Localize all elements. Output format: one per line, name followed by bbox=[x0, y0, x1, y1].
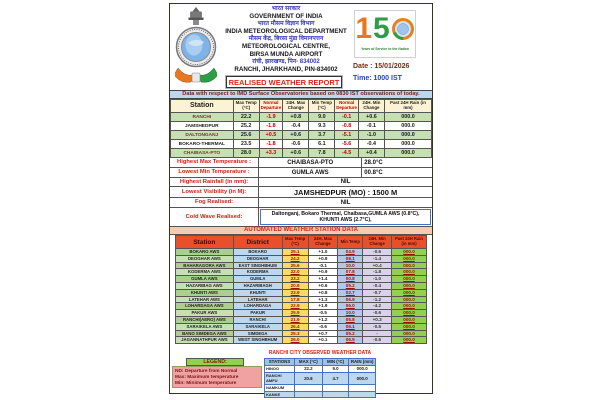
report-header bbox=[170, 4, 432, 90]
aws-value: 23.9 bbox=[282, 289, 308, 296]
imd-150-years-logo bbox=[354, 10, 416, 58]
table-row bbox=[171, 131, 432, 140]
city-weather-block bbox=[264, 350, 376, 398]
hindi-dept-line: भारत मौसम विज्ञान विभाग bbox=[257, 21, 315, 27]
aws-value: 26.4 bbox=[282, 323, 308, 330]
aws-value: 000.0 bbox=[392, 337, 427, 344]
observation-value: 000.0 bbox=[384, 113, 431, 122]
aws-station-name: KHUNTI AWS bbox=[176, 289, 234, 296]
aws-section-title: AUTOMATED WEATHER STATION DATA bbox=[170, 227, 432, 235]
observation-value: +0.4 bbox=[358, 149, 384, 158]
aws-value: 000.0 bbox=[392, 289, 427, 296]
hindi-address-line: रांची, झारखण्ड, पिन- 834002 bbox=[252, 58, 320, 65]
aws-station-name: BANO SIMDEGA AWS bbox=[176, 330, 234, 337]
report-time: Time: 1000 IST bbox=[353, 75, 402, 82]
aws-station-name: PAKUR AWS bbox=[176, 310, 234, 317]
aws-value: 22.0 bbox=[282, 269, 308, 276]
column-header: MAX (°C) bbox=[294, 359, 322, 366]
observation-value: 000.0 bbox=[384, 131, 431, 140]
summary-value: NIL bbox=[340, 199, 351, 206]
summary-label: Lowest Visibility (in M): bbox=[170, 187, 259, 197]
table-row bbox=[171, 122, 432, 131]
aws-district-name: SARAIKELA bbox=[233, 323, 282, 330]
summary-row bbox=[170, 208, 432, 227]
aws-value: 05.2 bbox=[338, 330, 363, 337]
aws-value: -0.6 bbox=[308, 323, 338, 330]
summary-label: Lowest Min Temperature : bbox=[170, 168, 259, 177]
city-value bbox=[294, 384, 322, 391]
city-value: 000.0 bbox=[349, 372, 376, 384]
summary-value2: 00.8°C bbox=[361, 168, 432, 177]
observation-value: +0.6 bbox=[358, 113, 384, 122]
aws-value: 26.0 bbox=[282, 337, 308, 344]
column-header: Normal Departure bbox=[335, 100, 358, 113]
aws-district-name: LOHARDAGA bbox=[233, 303, 282, 310]
aws-district-name: DEOGHAR bbox=[233, 255, 282, 262]
aws-value: 000.0 bbox=[392, 303, 427, 310]
bottom-section bbox=[170, 344, 432, 396]
city-value bbox=[322, 384, 349, 391]
aws-value: 07.8 bbox=[338, 269, 363, 276]
summary-row bbox=[170, 198, 432, 208]
aws-value: -1.0 bbox=[363, 276, 392, 283]
aws-table bbox=[175, 235, 427, 344]
table-row bbox=[265, 391, 376, 398]
summary-section bbox=[170, 158, 432, 227]
column-header: Past 24H Rain (in mm) bbox=[392, 236, 427, 249]
summary-value: Daltonganj, Bokaro Thermal, Chaibasa,GUMLA AWS (0.8°C), KHUNTI AWS (2.7°C), bbox=[260, 209, 431, 225]
table-row bbox=[176, 282, 427, 289]
observation-value: 000.0 bbox=[384, 149, 431, 158]
aws-district-name: KODERMA bbox=[233, 269, 282, 276]
aws-station-name: SARAIKELA AWS bbox=[176, 323, 234, 330]
aws-value: +1.0 bbox=[308, 249, 338, 256]
weather-report-page bbox=[169, 3, 433, 397]
aws-value: 000.0 bbox=[392, 249, 427, 256]
aws-value: -0.5 bbox=[363, 337, 392, 344]
observation-value: 25.2 bbox=[233, 122, 259, 131]
aws-value: +1.3 bbox=[308, 296, 338, 303]
data-note-band: Data with respect to IMD Surface Observatories based on 0830 IST observations of today. bbox=[170, 90, 432, 99]
station-name: JAMSHEDPUR bbox=[171, 122, 234, 131]
legend-line: ND: Departure from Normal bbox=[175, 368, 238, 374]
observation-value: -0.1 bbox=[358, 122, 384, 131]
aws-station-name: RANCHI(AERO) AWS bbox=[176, 316, 234, 323]
aws-value: +0.8 bbox=[308, 289, 338, 296]
aws-value: 02.7 bbox=[338, 289, 363, 296]
aws-district-name: PAKUR bbox=[233, 310, 282, 317]
aws-value: 000.0 bbox=[392, 255, 427, 262]
aws-value: 21.9 bbox=[282, 316, 308, 323]
aws-district-name: LATEHAR bbox=[233, 296, 282, 303]
city-value: 000.0 bbox=[349, 366, 376, 373]
observation-value: 000.0 bbox=[384, 122, 431, 131]
aws-value: -1.2 bbox=[363, 296, 392, 303]
table-row bbox=[176, 303, 427, 310]
observation-value: 22.2 bbox=[233, 113, 259, 122]
aws-station-name: KODERMA AWS bbox=[176, 269, 234, 276]
column-header: 24H. Max Change bbox=[308, 236, 338, 249]
aws-district-name: SIMDEGA bbox=[233, 330, 282, 337]
hindi-centre-line: मौसम केंद्र, बिरसा मुंडा विमानपत्तन bbox=[248, 36, 324, 42]
airport-line: BIRSA MUNDA AIRPORT bbox=[249, 51, 323, 58]
observation-value: -1.0 bbox=[358, 131, 384, 140]
aws-value: 000.0 bbox=[392, 282, 427, 289]
summary-row bbox=[170, 168, 432, 178]
observation-value: 6.1 bbox=[309, 140, 335, 149]
city-value: 9.0 bbox=[322, 366, 349, 373]
table-row bbox=[265, 384, 376, 391]
observation-value: -0.1 bbox=[335, 113, 358, 122]
aws-district-name: GUMLA bbox=[233, 276, 282, 283]
observation-value: -0.8 bbox=[335, 122, 358, 131]
column-header: Min Temp (°C) bbox=[309, 100, 335, 113]
observation-value: +0.8 bbox=[283, 113, 309, 122]
aws-value: 25.3 bbox=[282, 330, 308, 337]
station-name: CHAIBASA-PTO bbox=[171, 149, 234, 158]
column-header: MIN (°C) bbox=[322, 359, 349, 366]
aws-value: -1.8 bbox=[363, 269, 392, 276]
city-value bbox=[322, 391, 349, 398]
observation-value: +3.3 bbox=[259, 149, 282, 158]
observation-value: +0.5 bbox=[259, 131, 282, 140]
logo-zero-globe-icon bbox=[391, 17, 415, 41]
summary-label: Highest Rainfall (in mm): bbox=[170, 178, 259, 186]
station-name: RANCHI bbox=[171, 113, 234, 122]
table-row bbox=[176, 262, 427, 269]
summary-value2: 28.0°C bbox=[361, 158, 432, 167]
observation-value: 7.8 bbox=[309, 149, 335, 158]
observatory-table bbox=[170, 99, 432, 158]
aws-value: - bbox=[363, 330, 392, 337]
summary-row bbox=[170, 158, 432, 168]
column-header: District bbox=[233, 236, 282, 249]
aws-value: 08.1 bbox=[338, 255, 363, 262]
city-value bbox=[294, 391, 322, 398]
column-header: RAIN (mm) bbox=[350, 359, 374, 365]
city-value: 22.2 bbox=[294, 366, 322, 373]
aws-district-name: RANCHI bbox=[233, 316, 282, 323]
column-header: 24H. Min Change bbox=[358, 100, 384, 113]
aws-value: 23.2 bbox=[282, 276, 308, 283]
aws-value: 000.0 bbox=[392, 296, 427, 303]
city-table bbox=[264, 358, 376, 398]
column-header: Station bbox=[176, 236, 234, 249]
table-row bbox=[176, 269, 427, 276]
aws-value: 000.0 bbox=[392, 330, 427, 337]
column-header: Max Temp (°C) bbox=[233, 100, 259, 113]
city-station-name: NAMKUM bbox=[265, 384, 295, 391]
aws-value: -0.4 bbox=[363, 282, 392, 289]
column-header: Normal Departure bbox=[259, 100, 282, 113]
aws-value: 05.8 bbox=[338, 316, 363, 323]
aws-value: 05.2 bbox=[338, 282, 363, 289]
observation-value: 28.0 bbox=[233, 149, 259, 158]
table-row bbox=[176, 296, 427, 303]
column-header: Min Temp bbox=[338, 236, 363, 249]
column-header: Max Temp (°C) bbox=[282, 236, 308, 249]
aws-value: -0.7 bbox=[363, 289, 392, 296]
observation-value: -1.8 bbox=[259, 122, 282, 131]
city-station-name: KANKE bbox=[265, 391, 295, 398]
aws-value: +1.2 bbox=[308, 316, 338, 323]
summary-value: JAMSHEDPUR (MO) : 1500 M bbox=[293, 187, 398, 197]
station-name: DALTONGANJ bbox=[171, 131, 234, 140]
table-row bbox=[171, 149, 432, 158]
aws-value: -0.1 bbox=[308, 262, 338, 269]
aws-value: 24.2 bbox=[282, 255, 308, 262]
table-row bbox=[176, 330, 427, 337]
observation-value: 23.5 bbox=[233, 140, 259, 149]
aws-value: 000.0 bbox=[392, 316, 427, 323]
table-row bbox=[171, 113, 432, 122]
summary-label: Fog Realised: bbox=[170, 198, 259, 207]
aws-value: 06.1 bbox=[338, 323, 363, 330]
report-datetime bbox=[353, 62, 433, 83]
aws-header-row bbox=[176, 236, 427, 249]
aws-value: 25.9 bbox=[282, 310, 308, 317]
aws-value: -1.4 bbox=[363, 255, 392, 262]
observation-value: -4.5 bbox=[335, 149, 358, 158]
aws-station-name: GUMLA AWS bbox=[176, 276, 234, 283]
column-header: Past 24H Rain (in mm) bbox=[384, 100, 431, 113]
summary-row bbox=[170, 178, 432, 187]
aws-value: 06.5 bbox=[338, 337, 363, 344]
table-row bbox=[176, 249, 427, 256]
observation-value: -1.9 bbox=[259, 113, 282, 122]
aws-value: 000.0 bbox=[392, 310, 427, 317]
aws-value: +1.4 bbox=[308, 276, 338, 283]
aws-value: 20.9 bbox=[282, 282, 308, 289]
aws-station-name: DEOGHAR AWS bbox=[176, 255, 234, 262]
aws-value: 000.0 bbox=[392, 269, 427, 276]
city-header-row bbox=[265, 359, 376, 366]
department-heading bbox=[217, 6, 355, 74]
aws-district-name: KHUNTI bbox=[233, 289, 282, 296]
dept-line: INDIA METEOROLOGICAL DEPARTMENT bbox=[225, 28, 347, 36]
aws-station-name: LATEHAR AWS bbox=[176, 296, 234, 303]
logo-digit-5: 5 bbox=[373, 12, 390, 45]
aws-value: 10.0 bbox=[338, 310, 363, 317]
observation-value: 000.0 bbox=[384, 140, 431, 149]
aws-value: 10.0 bbox=[338, 262, 363, 269]
city-value bbox=[349, 391, 376, 398]
observation-value: -1.8 bbox=[259, 140, 282, 149]
aws-value: -0.6 bbox=[363, 310, 392, 317]
aws-value: -0.5 bbox=[308, 310, 338, 317]
aws-district-name: BOKARO bbox=[233, 249, 282, 256]
aws-value: 06.9 bbox=[338, 296, 363, 303]
summary-value: NIL bbox=[340, 179, 351, 185]
aws-station-name: HAZARIBAG AWS bbox=[176, 282, 234, 289]
column-header: 24H. Min Change bbox=[363, 236, 392, 249]
aws-value: 00.8 bbox=[338, 276, 363, 283]
hindi-govt-line: भारत सरकार bbox=[271, 6, 301, 12]
aws-value: 06.0 bbox=[338, 303, 363, 310]
table-row bbox=[265, 372, 376, 384]
observation-value: +0.6 bbox=[283, 131, 309, 140]
summary-label: Highest Max Temperature : bbox=[170, 158, 259, 167]
observation-value: -5.1 bbox=[335, 131, 358, 140]
table-row bbox=[176, 289, 427, 296]
aws-value: 000.0 bbox=[392, 262, 427, 269]
aws-value: 17.8 bbox=[282, 296, 308, 303]
table-row bbox=[176, 276, 427, 283]
observation-value: +0.6 bbox=[283, 149, 309, 158]
observation-value: 25.6 bbox=[233, 131, 259, 140]
aws-value: 22.9 bbox=[282, 303, 308, 310]
aws-value: +0.9 bbox=[308, 269, 338, 276]
aws-value: 000.0 bbox=[392, 323, 427, 330]
aws-district-name: WEST SINGHBHUM bbox=[233, 337, 282, 344]
logo-tagline: Years of Service to the Nation bbox=[361, 47, 409, 51]
aws-station-name: LOHARDAGA AWS bbox=[176, 303, 234, 310]
aws-station-name: BOKARO AWS bbox=[176, 249, 234, 256]
column-header: STATIONS bbox=[265, 359, 295, 366]
city-value bbox=[349, 384, 376, 391]
report-date: Date : 15/01/2026 bbox=[353, 63, 410, 70]
summary-row bbox=[170, 187, 432, 198]
aws-value: +0.1 bbox=[308, 337, 338, 344]
legend-line: Min: Minimum temperature bbox=[175, 381, 237, 387]
city-value: 4.7 bbox=[322, 372, 349, 384]
aws-value: 04.9 bbox=[338, 249, 363, 256]
station-name: BOKARO-THERMAL bbox=[171, 140, 234, 149]
observation-value: -0.6 bbox=[283, 140, 309, 149]
table-row bbox=[176, 323, 427, 330]
address-line: RANCHI, JHARKHAND, PIN-834002 bbox=[234, 66, 338, 73]
legend-line: Max: Maximum temperature bbox=[175, 374, 239, 380]
observation-value: -0.4 bbox=[358, 140, 384, 149]
aws-value: +0.4 bbox=[363, 262, 392, 269]
column-header: 24H. Max Change bbox=[283, 100, 309, 113]
aws-value: +0.3 bbox=[363, 316, 392, 323]
observation-value: 9.3 bbox=[309, 122, 335, 131]
logo-digit-1: 1 bbox=[355, 12, 372, 45]
aws-value: 25.6 bbox=[282, 262, 308, 269]
aws-value: 25.1 bbox=[282, 249, 308, 256]
table-row bbox=[176, 310, 427, 317]
aws-value: 000.0 bbox=[392, 276, 427, 283]
column-header: Station bbox=[171, 100, 234, 113]
table-row bbox=[171, 140, 432, 149]
observation-value: -0.4 bbox=[283, 122, 309, 131]
aws-station-name: JAGANNATHPUR AWS bbox=[176, 337, 234, 344]
observation-value: 9.0 bbox=[309, 113, 335, 122]
report-title: REALISED WEATHER REPORT bbox=[226, 76, 342, 88]
aws-value: +0.7 bbox=[308, 330, 338, 337]
legend-body bbox=[172, 366, 262, 388]
obs-header-row bbox=[171, 100, 432, 113]
govt-line: GOVERNMENT OF INDIA bbox=[249, 13, 323, 21]
summary-label: Cold Wave Realised: bbox=[170, 208, 259, 226]
table-row bbox=[176, 255, 427, 262]
aws-value: +0.6 bbox=[308, 282, 338, 289]
city-station-name: HINOO bbox=[265, 366, 295, 373]
aws-value: -0.6 bbox=[363, 249, 392, 256]
aws-value: +1.9 bbox=[308, 303, 338, 310]
aws-station-name: BAHARAGORA AWS bbox=[176, 262, 234, 269]
table-row bbox=[176, 337, 427, 344]
aws-value: +0.9 bbox=[308, 255, 338, 262]
city-section-title: RANCHI CITY OBSERVED WEATHER DATA bbox=[268, 350, 372, 357]
table-row bbox=[265, 366, 376, 373]
legend-title: LEGEND: bbox=[186, 358, 244, 366]
summary-value: GUMLA AWS bbox=[291, 169, 329, 176]
observation-value: -5.6 bbox=[335, 140, 358, 149]
table-row bbox=[176, 316, 427, 323]
city-station-name: RANCHI AMFU bbox=[265, 372, 295, 384]
imd-emblem-icon bbox=[175, 7, 217, 87]
aws-district-name: EAST SINGHBHUM bbox=[233, 262, 282, 269]
observation-value: 3.7 bbox=[309, 131, 335, 140]
summary-value: CHAIBASA-PTO bbox=[287, 159, 334, 166]
aws-value: -4.2 bbox=[363, 303, 392, 310]
aws-district-name: HAZARIBAGH bbox=[233, 282, 282, 289]
centre-line: METEOROLOGICAL CENTRE, bbox=[242, 43, 330, 51]
aws-value: -0.5 bbox=[363, 323, 392, 330]
city-value: 20.8 bbox=[294, 372, 322, 384]
